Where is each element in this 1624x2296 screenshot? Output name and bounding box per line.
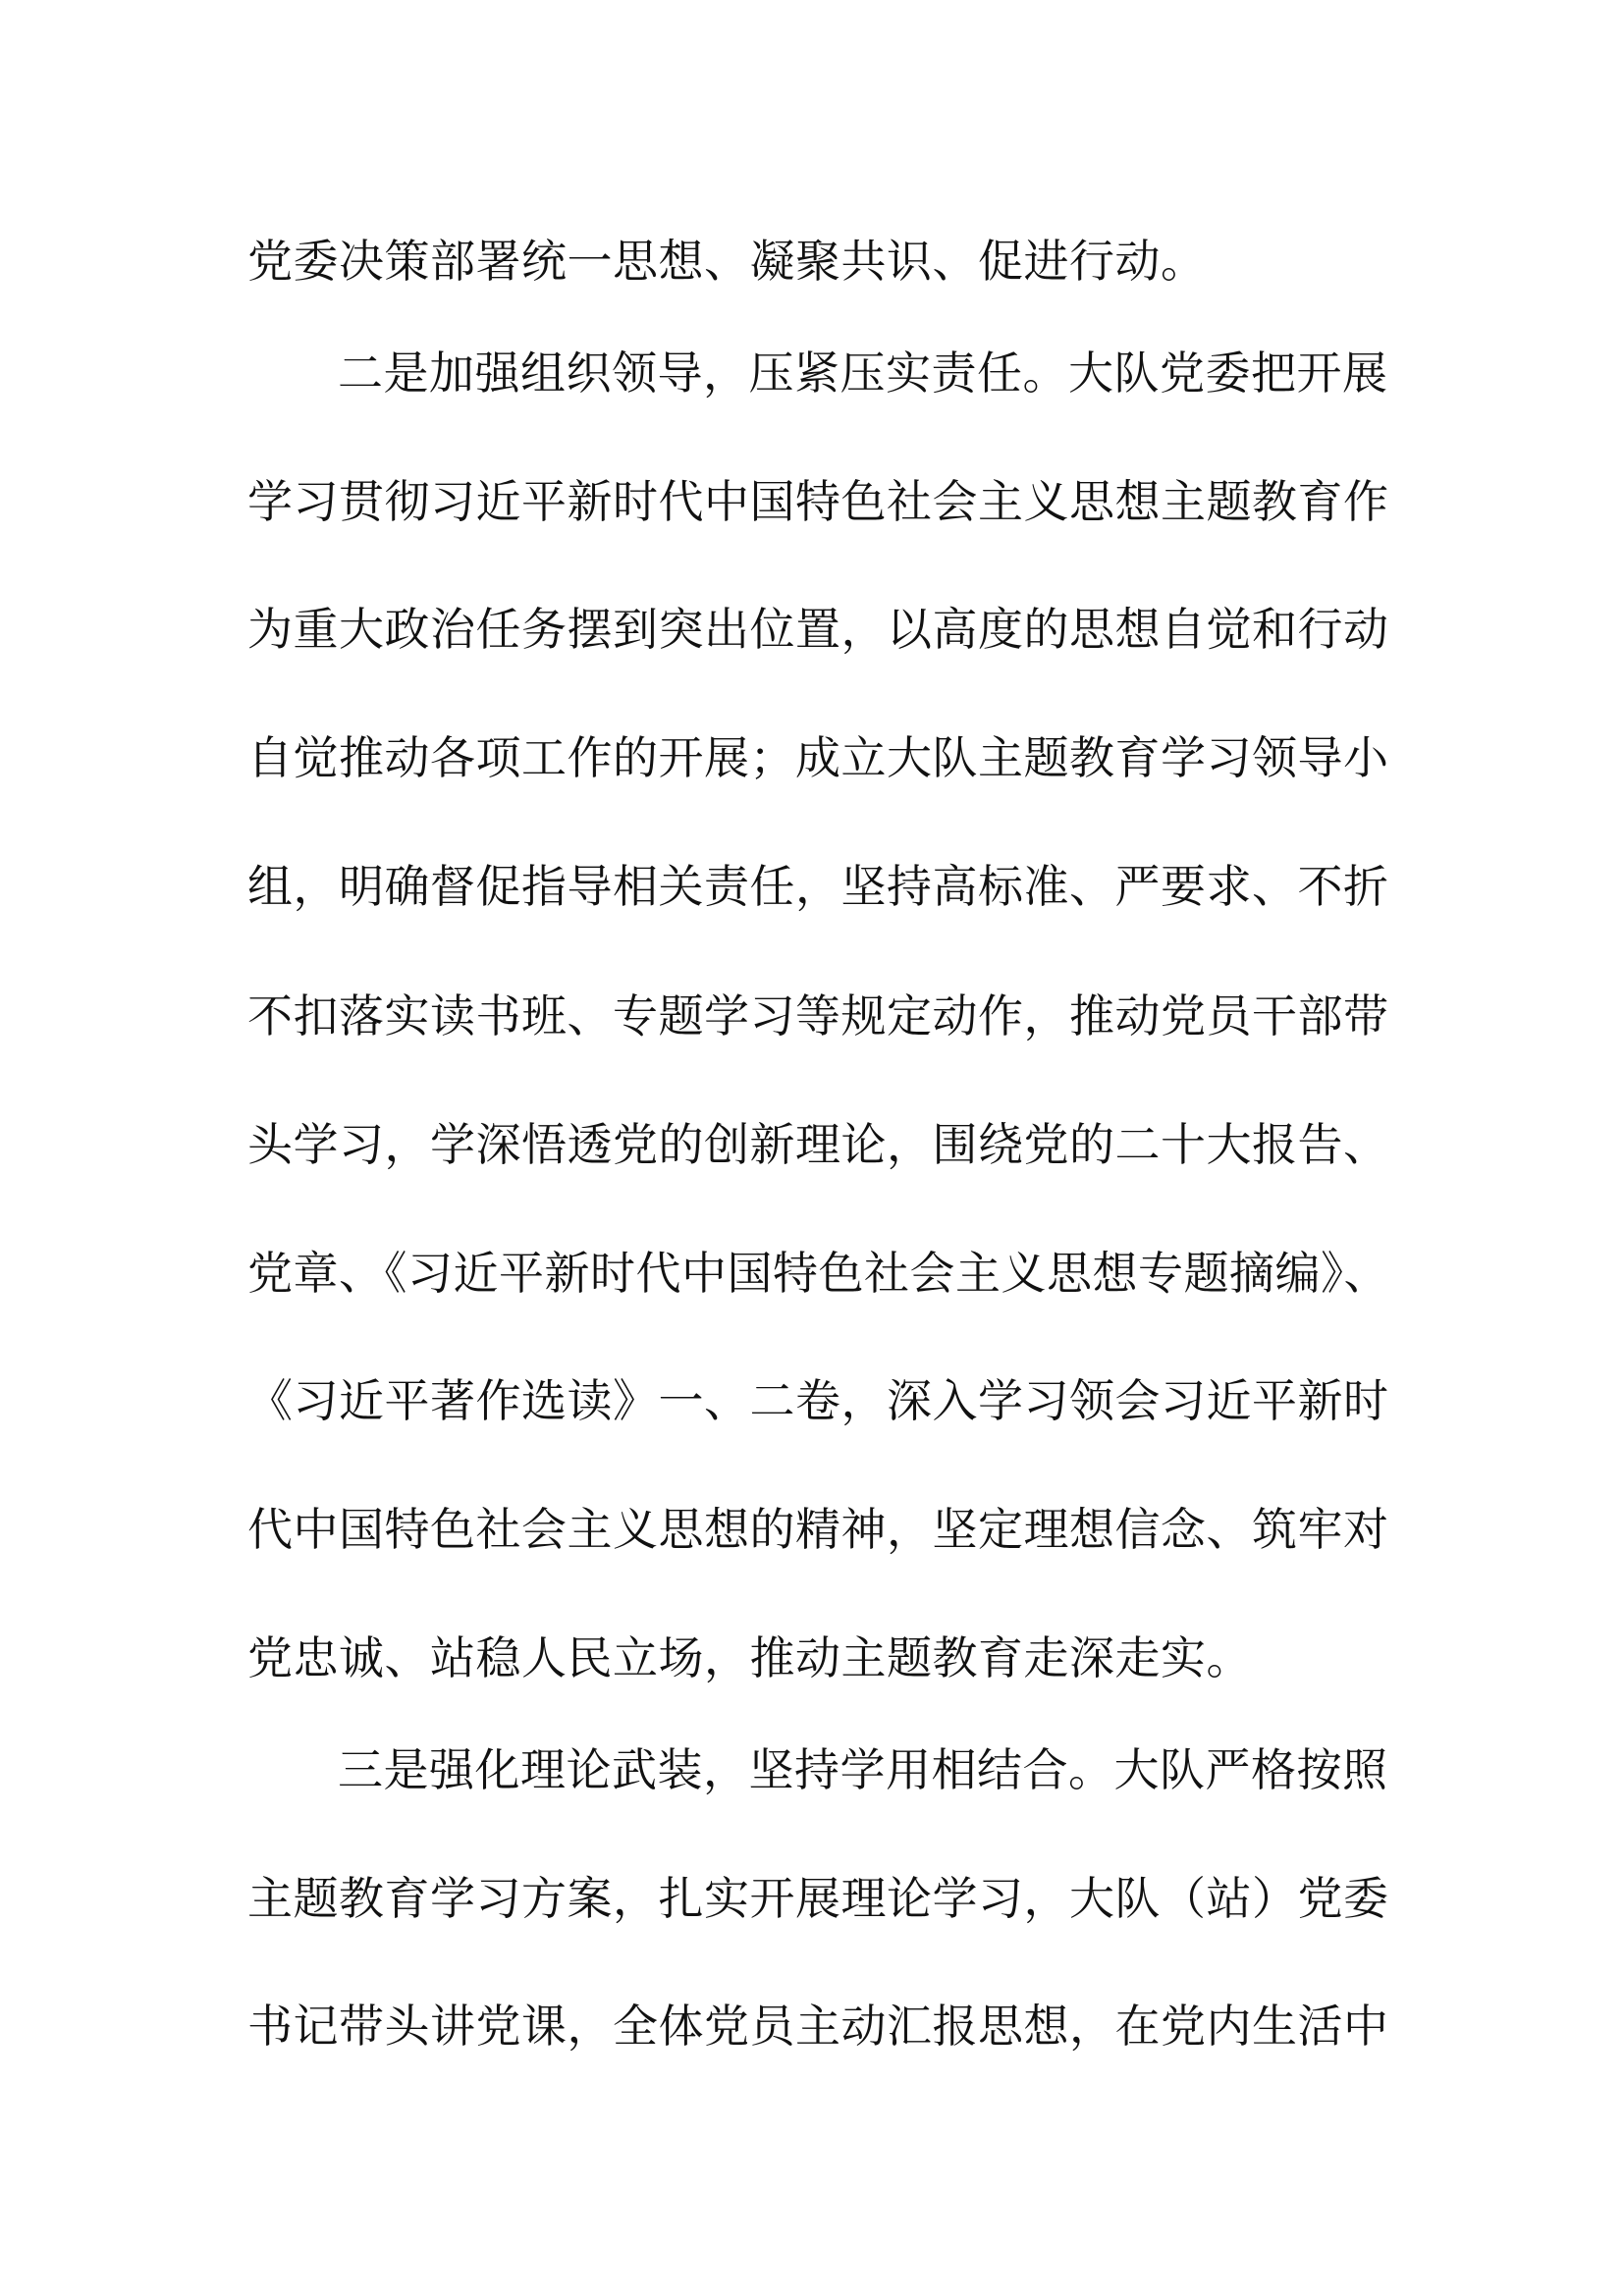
text-line: 书记带头讲党课，全体党员主动汇报思想，在党内生活中 [247,2000,1389,2053]
paragraph-first-line: 三是强化理论武装，坚持学用相结合。大队严格按照 [338,1743,1388,1796]
text-line: 学习贯彻习近平新时代中国特色社会主义思想主题教育作 [247,475,1389,528]
text-line: 《习近平著作选读》一、二卷，深入学习领会习近平新时 [247,1374,1389,1427]
text-line: 头学习，学深悟透党的创新理论，围绕党的二十大报告、 [247,1118,1389,1171]
text-line: 不扣落实读书班、专题学习等规定动作，推动党员干部带 [247,989,1389,1042]
text-line: 党忠诚、站稳人民立场，推动主题教育走深走实。 [247,1631,1252,1684]
text-line: 自觉推动各项工作的开展；成立大队主题教育学习领导小 [247,731,1389,784]
text-line: 党章、《习近平新时代中国特色社会主义思想专题摘编》、 [247,1247,1389,1300]
text-line: 代中国特色社会主义思想的精神，坚定理想信念、筑牢对 [247,1503,1389,1556]
text-line: 主题教育学习方案，扎实开展理论学习，大队（站）党委 [247,1872,1389,1925]
text-line: 为重大政治任务摆到突出位置，以高度的思想自觉和行动 [247,603,1389,656]
text-line: 党委决策部署统一思想、凝聚共识、促进行动。 [247,235,1207,288]
paragraph-first-line: 二是加强组织领导，压紧压实责任。大队党委把开展 [338,347,1388,400]
text-line: 组，明确督促指导相关责任，坚持高标准、严要求、不折 [247,860,1389,913]
